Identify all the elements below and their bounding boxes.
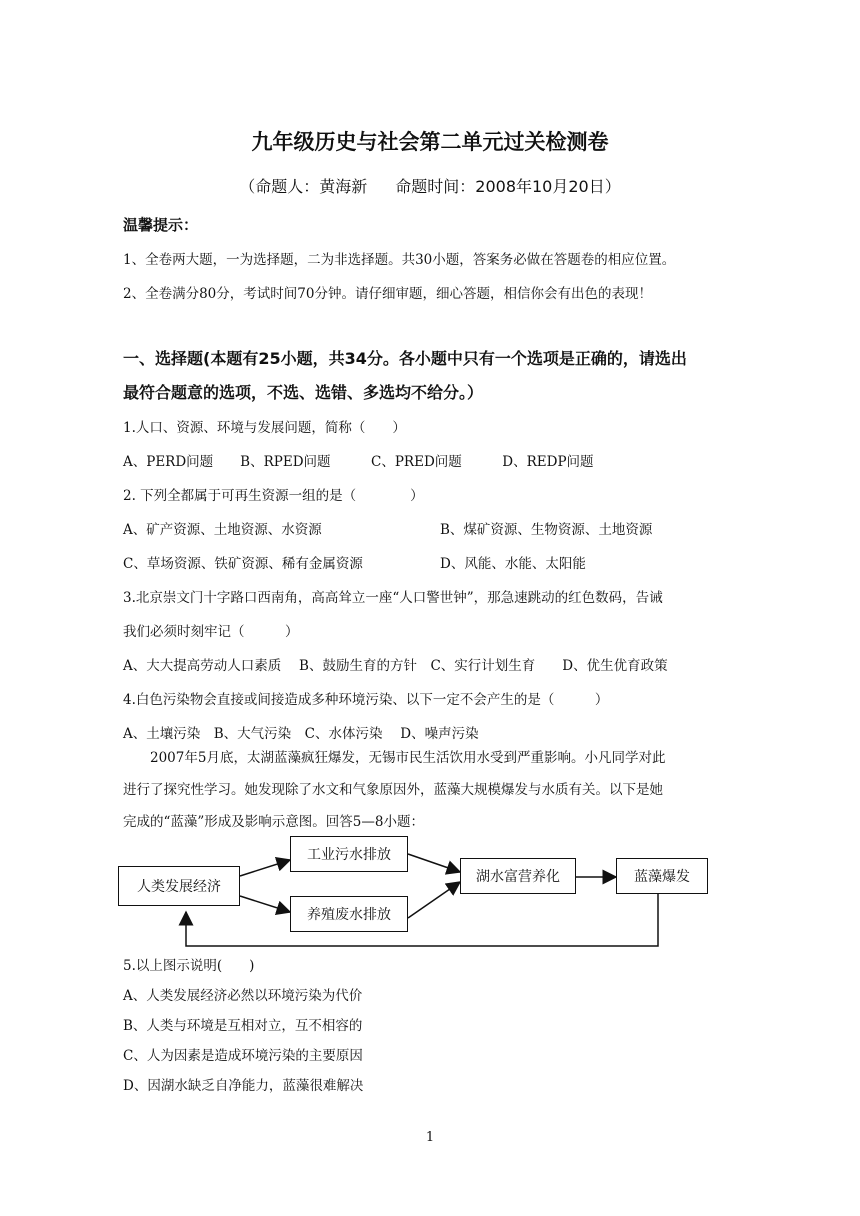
tips-heading: 温馨提示：: [123, 216, 199, 234]
question-1-options: A、PERD问题 B、RPED问题 C、PRED问题 D、REDP问题: [123, 454, 594, 470]
question-3-line-2: 我们必须时刻牢记（ ）: [123, 624, 299, 640]
question-2-option-d: D、风能、水能、太阳能: [440, 556, 586, 572]
arrow-bloom-feedback: [186, 892, 658, 946]
question-5-option-d: D、因湖水缺乏自净能力，蓝藻很难解决: [123, 1078, 364, 1094]
arrow-economy-to-industry: [240, 860, 290, 876]
question-3-line-1: 3.北京崇文门十字路口西南角，高高耸立一座“人口警世钟”，那急速跳动的红色数码，告诫: [123, 590, 663, 606]
question-2: 2. 下列全都属于可再生资源一组的是（ ）: [123, 488, 424, 504]
page-title: 九年级历史与社会第二单元过关检测卷: [251, 130, 609, 154]
node-farming-wastewater: 养殖废水排放: [290, 896, 408, 932]
question-4: 4.白色污染物会直接或间接造成多种环境污染、以下一定不会产生的是（ ）: [123, 692, 609, 708]
date-info: 命题时间：2008年10月20日）: [395, 177, 621, 196]
question-2-option-a: A、矿产资源、土地资源、水资源: [123, 522, 322, 538]
node-economy: 人类发展经济: [118, 866, 240, 906]
section-heading-line-1: 一、选择题(本题有25小题，共34分。各小题中只有一个选项是正确的，请选出: [123, 349, 687, 368]
passage-line-3: 完成的“蓝藻”形成及影响示意图。回答5—8小题：: [123, 814, 424, 830]
question-1: 1.人口、资源、环境与发展问题，简称（ ）: [123, 420, 406, 436]
node-algae-bloom: 蓝藻爆发: [616, 858, 708, 894]
question-5-option-a: A、人类发展经济必然以环境污染为代价: [123, 988, 363, 1004]
page-number: 1: [425, 1130, 435, 1145]
question-5-option-b: B、人类与环境是互相对立，互不相容的: [123, 1018, 363, 1034]
question-2-option-b: B、煤矿资源、生物资源、土地资源: [440, 522, 653, 538]
question-4-options: A、土壤污染 B、大气污染 C、水体污染 D、噪声污染: [123, 726, 479, 742]
author-info: （命题人：黄海新: [239, 177, 368, 196]
question-5-option-c: C、人为因素是造成环境污染的主要原因: [123, 1048, 363, 1064]
node-eutrophication: 湖水富营养化: [460, 858, 576, 894]
arrow-industry-to-eutroph: [408, 854, 460, 872]
question-5: 5.以上图示说明( ): [123, 958, 255, 974]
tip-line-2: 2、全卷满分80分，考试时间70分钟。请仔细审题，细心答题，相信你会有出色的表现！: [123, 286, 652, 302]
question-3-options: A、大大提高劳动人口素质 B、鼓励生育的方针 C、实行计划生育 D、优生优育政策: [123, 658, 668, 674]
arrow-economy-to-farming: [240, 896, 290, 912]
tip-line-1: 1、全卷两大题，一为选择题，二为非选择题。共30小题，答案务必做在答题卷的相应位置。: [123, 252, 676, 268]
question-2-option-c: C、草场资源、铁矿资源、稀有金属资源: [123, 556, 363, 572]
passage-line-1: 2007年5月底，太湖蓝藻疯狂爆发，无锡市民生活饮用水受到严重影响。小凡同学对此: [150, 750, 666, 766]
section-heading-line-2: 最符合题意的选项，不选、选错、多选均不给分。）: [123, 383, 484, 402]
arrow-farming-to-eutroph: [408, 882, 460, 918]
node-industry-wastewater: 工业污水排放: [290, 836, 408, 872]
passage-line-2: 进行了探究性学习。她发现除了水文和气象原因外，蓝藻大规模爆发与水质有关。以下是她: [123, 782, 663, 798]
